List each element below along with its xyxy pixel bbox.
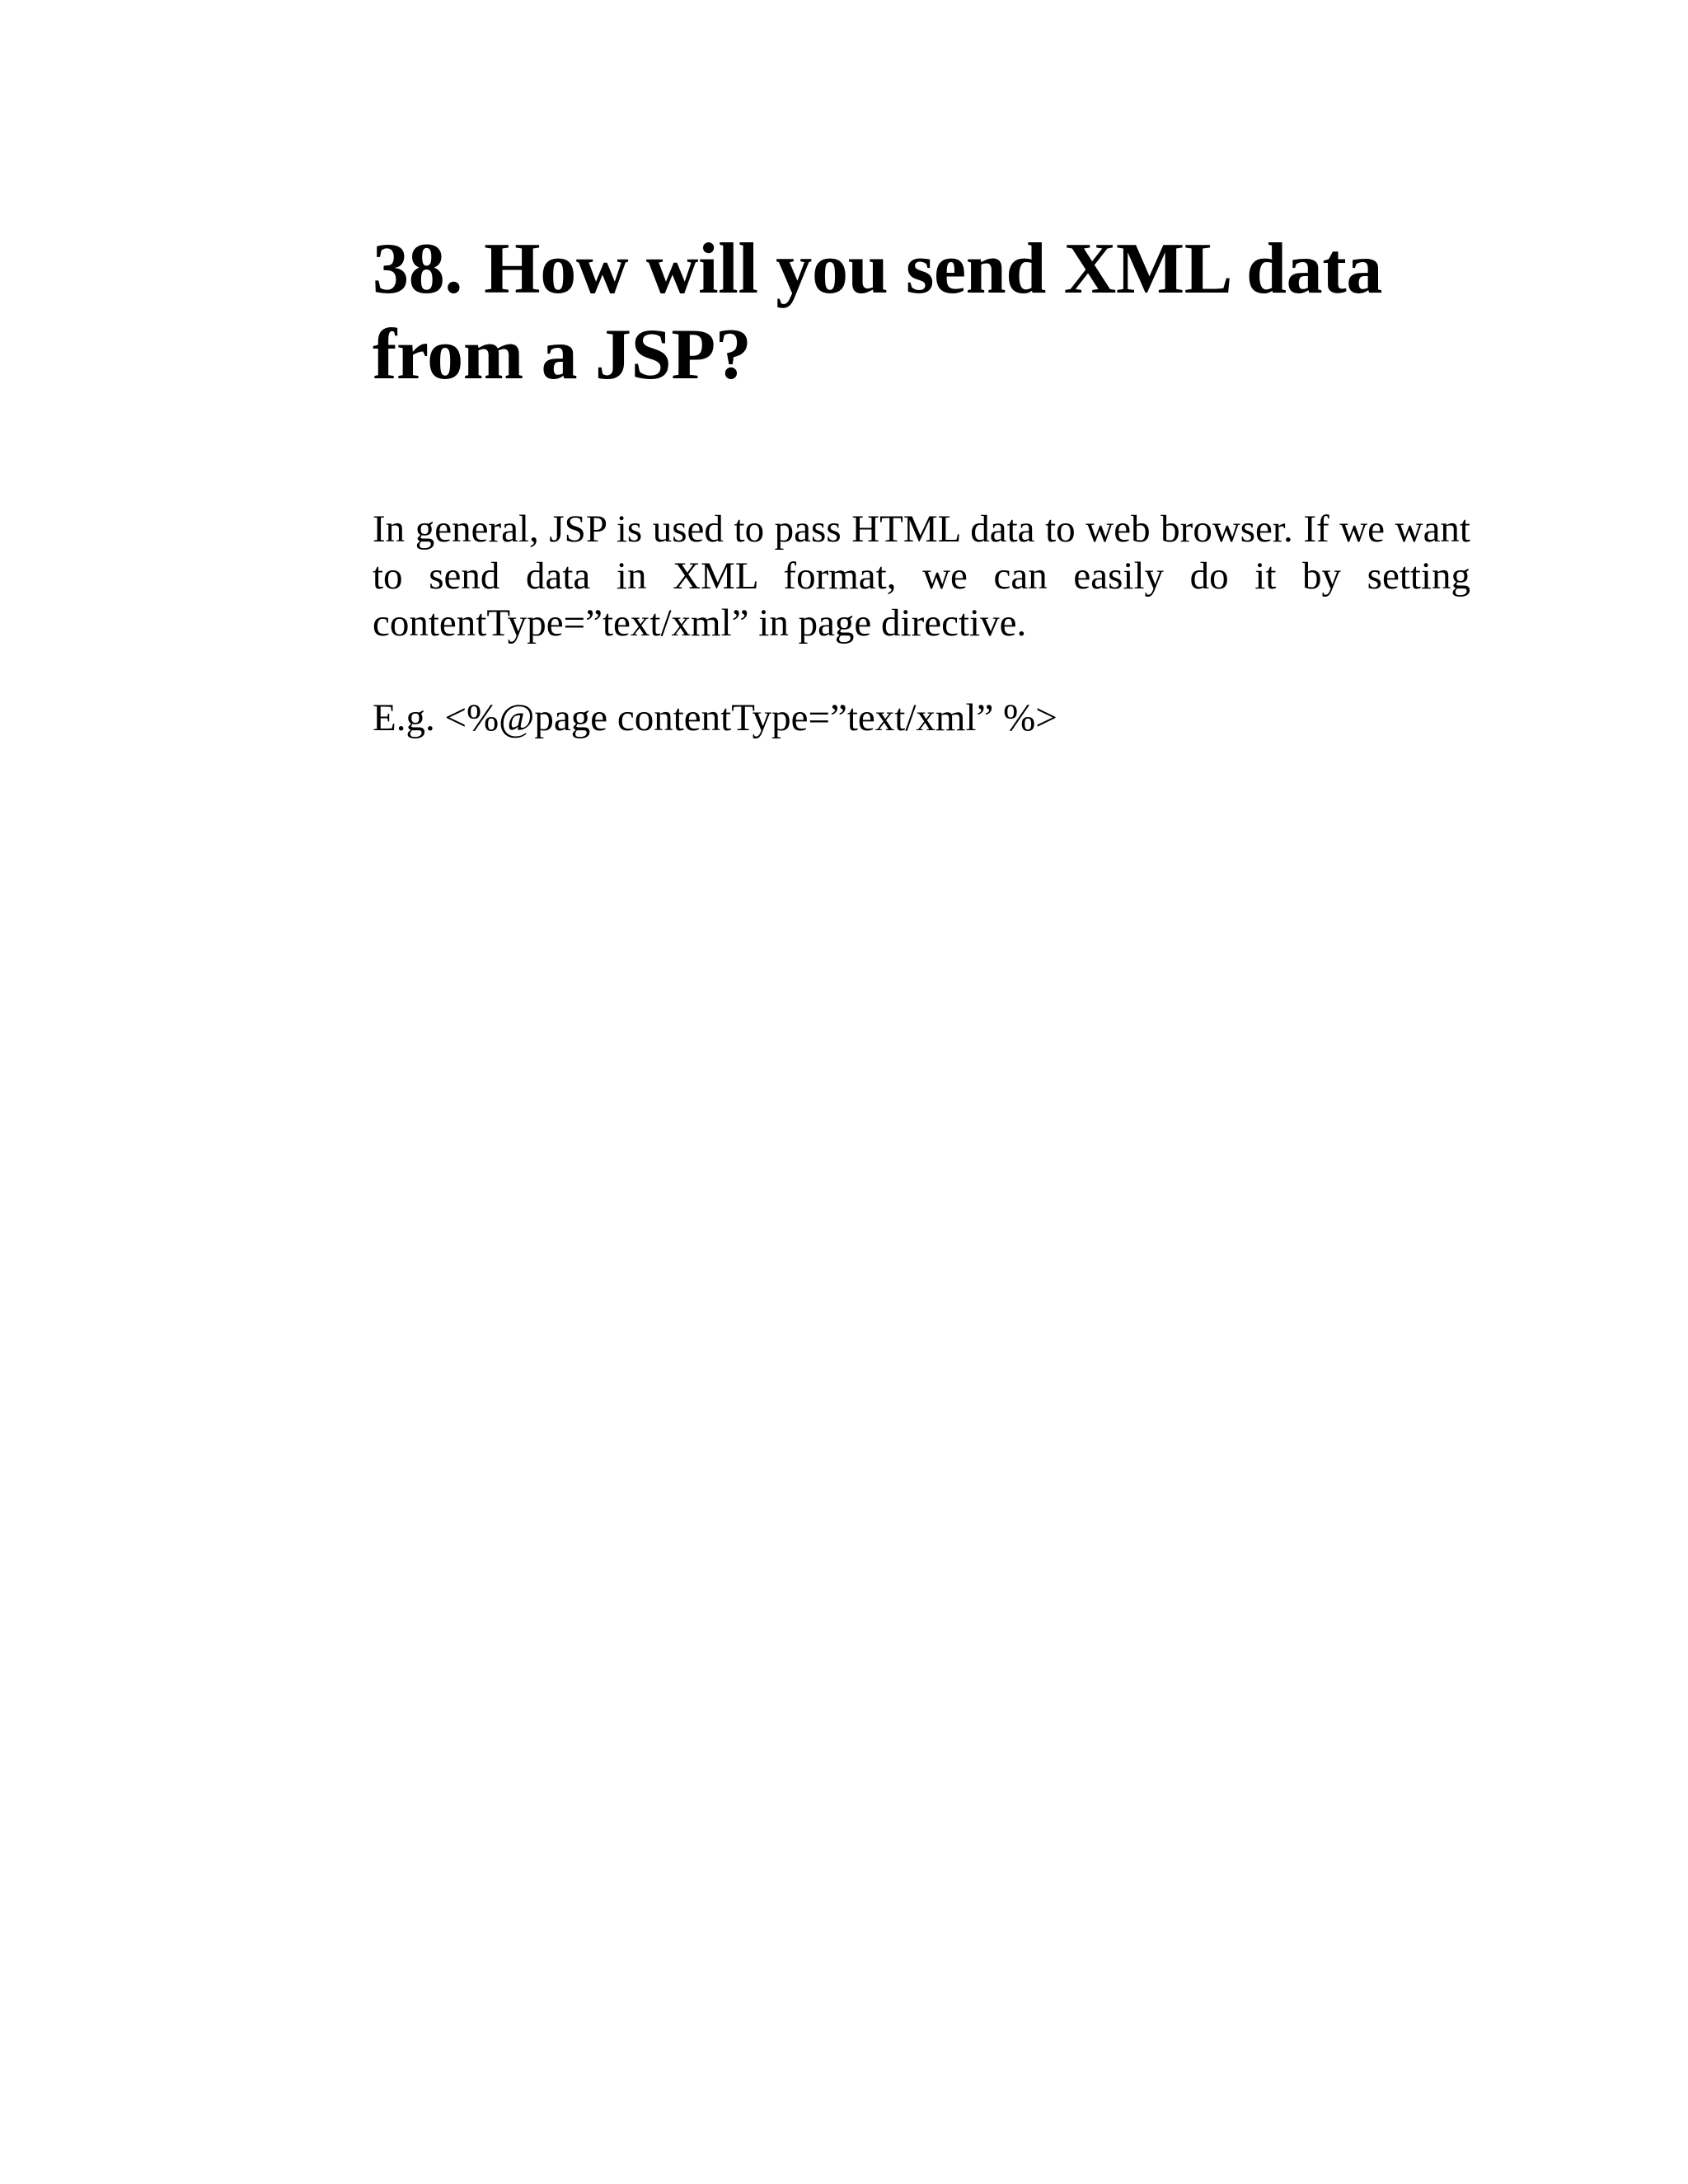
section-heading [373, 227, 1470, 398]
body-paragraph: In general, JSP is used to pass HTML data to web browser. If we want to send data in XML format, we can easily do it by setting contentType=”text/xml” in page directive. [373, 508, 1470, 644]
section-title: How will you send XML data from a JSP? [373, 229, 1383, 395]
example-paragraph: E.g. <%@page contentType=”text/xml” %> [373, 696, 1057, 739]
section-number: 38. [373, 229, 463, 309]
page-content [373, 227, 1470, 742]
